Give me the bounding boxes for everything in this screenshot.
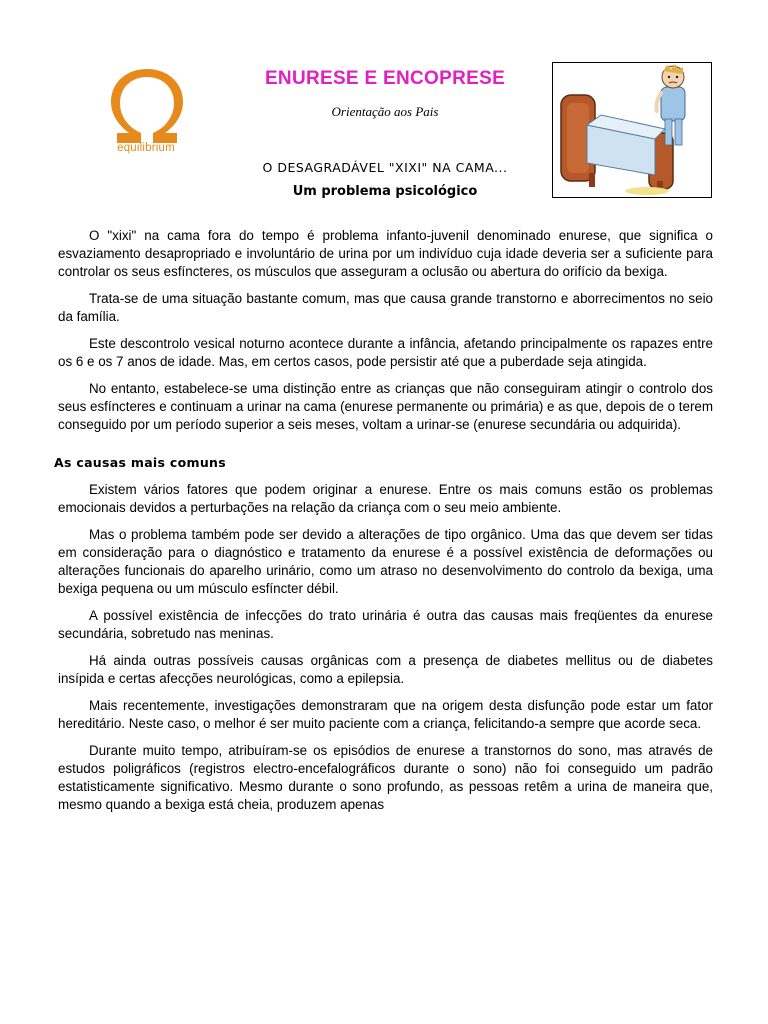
paragraph: Mas o problema também pode ser devido a alterações de tipo orgânico. Uma das que devem ser tidas em consideração para o diagnóstico e tratamento da enurese é a possível existência de deformações ou alterações funcionais do aparelho urinário, como um atraso no desenvolvimento do controlo da bexiga, uma bexiga pequena ou um músculo esfíncter débil. xyxy=(58,527,713,596)
paragraph: Este descontrolo vesical noturno acontece durante a infância, afetando principalmente os rapazes entre os 6 e os 7 anos de idade. Mas, em certos casos, pode persistir até que a puberdade seja atingida. xyxy=(58,336,713,369)
paragraph: Mais recentemente, investigações demonstraram que na origem desta disfunção pode estar um fator hereditário. Neste caso, o melhor é ser muito paciente com a criança, felicitando-a sempre que acorde seca. xyxy=(58,698,713,731)
logo-text: equilibrium xyxy=(117,142,175,154)
document-body xyxy=(54,227,714,823)
headline: O DESAGRADÁVEL "XIXI" NA CAMA... xyxy=(262,160,508,175)
child-bed-illustration-icon xyxy=(552,62,712,198)
paragraph: Trata-se de uma situação bastante comum, mas que causa grande transtorno e aborrecimentos no seio da família. xyxy=(58,291,713,324)
paragraph: Existem vários fatores que podem originar a enurese. Entre os mais comuns estão os problemas emocionais devidos a perturbações na relação da criança com o seu meio ambiente. xyxy=(58,482,713,515)
paragraph: A possível existência de infecções do trato urinária é outra das causas mais freqüentes da enurese secundária, sobretudo nas meninas. xyxy=(58,608,713,641)
document-subtitle: Orientação aos Pais xyxy=(331,104,439,119)
paragraph: No entanto, estabelece-se uma distinção entre as crianças que não conseguiram atingir o controlo dos seus esfíncteres e continuam a urinar na cama (enurese permanente ou primária) e as que, depois de o terem conseguido por um período superior a seis meses, voltam a urinar-se (enurese secundária ou adquirida). xyxy=(58,381,714,432)
paragraph: Há ainda outras possíveis causas orgânicas com a presença de diabetes mellitus ou de diabetes insípida e certas afecções neurológicas, como a epilepsia. xyxy=(58,653,713,686)
headline-secondary: Um problema psicológico xyxy=(292,184,478,199)
document-title: ENURESE E ENCOPRESE xyxy=(264,68,506,89)
section-heading: As causas mais comuns xyxy=(54,455,226,470)
paragraph: Durante muito tempo, atribuíram-se os episódios de enurese a transtornos do sono, mas através de estudos poligráficos (registros electro-encefalográficos durante o sono) não foi conseguido um padrão estatisticamente significativo. Mesmo durante o sono profundo, as pessoas retêm a urina de maneira que, mesmo quando a bexiga está cheia, produzem apenas xyxy=(58,743,713,812)
paragraph: O "xixi" na cama fora do tempo é problema infanto-juvenil denominado enurese, que significa o esvaziamento desapropriado e involuntário de urina por um indivíduo cuja idade deveria ser a suficiente para controlar os seus esfíncteres, os músculos que asseguram a oclusão ou abertura do orifício da bexiga. xyxy=(58,228,713,279)
